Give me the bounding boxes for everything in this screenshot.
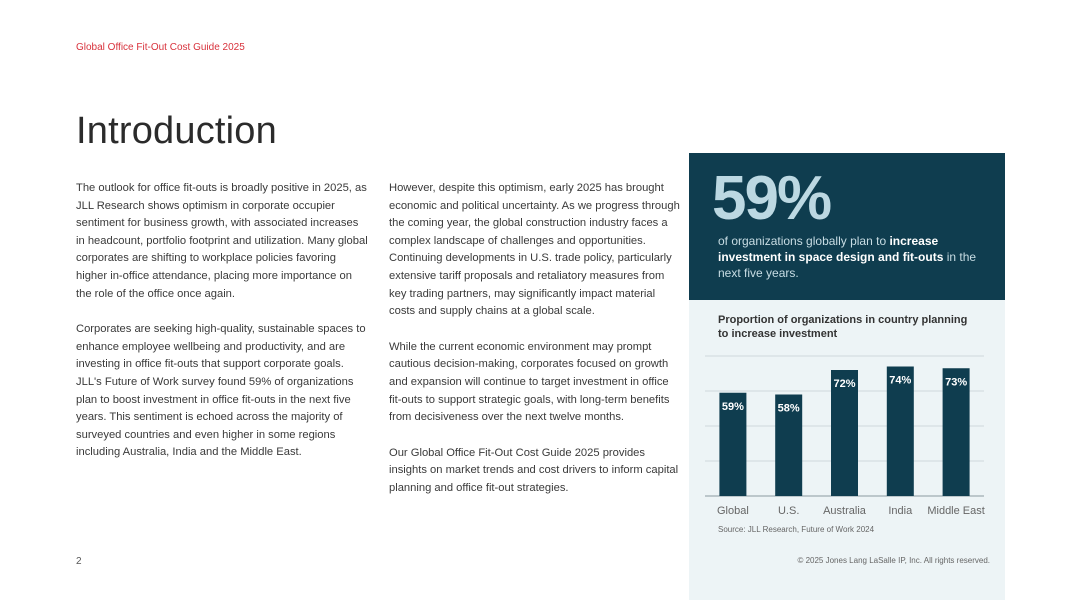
bar-value-label: 74% [889, 374, 912, 387]
stat-panel [689, 153, 1005, 600]
bar-value-label: 72% [833, 378, 856, 390]
category-label: Middle East [927, 505, 985, 517]
stat-value: 59% [712, 164, 831, 233]
page-title: Introduction [76, 110, 277, 152]
stat-description [718, 233, 978, 281]
text-column-middle [389, 180, 681, 516]
category-label: Australia [823, 505, 866, 517]
paragraph: Our Global Office Fit-Out Cost Guide 2025 provides insights on market trends and cost drivers to inform capital planning and office fit-out strategies. [389, 446, 679, 494]
category-label: Global [717, 505, 749, 517]
bar-value-label: 58% [777, 402, 800, 415]
chart-title: Proportion of organizations in country planning to increase investment [718, 314, 968, 340]
category-label: India [888, 505, 913, 517]
copyright-notice: © 2025 Jones Lang LaSalle IP, Inc. All rights reserved. [797, 556, 990, 565]
text-column-left [76, 180, 368, 480]
stat-description-bold: increase investment in space design and fit-outs [718, 234, 944, 264]
paragraph: The outlook for office fit-outs is broadly positive in 2025, as JLL Research shows optimism in corporate occupier sentiment for business growth, with associated increases in headcount, portfolio footprint and utilization. Many global corporates are shifting to workplace policies favoring higher in-office attendance, placing more importance on the role of the office once again. [76, 182, 368, 300]
paragraph: While the current economic environment may prompt cautious decision-making, corporates focused on growth and expansion will continue to target investment in office fit-outs to support strategic goals, with long-term benefits from decisiveness over the next twelve months. [389, 340, 670, 424]
bar-value-label: 59% [721, 400, 744, 413]
bar-chart [689, 348, 1005, 518]
chart-source: Source: JLL Research, Future of Work 2024 [718, 525, 875, 534]
stat-description-post: in the next five years. [718, 250, 977, 280]
paragraph: However, despite this optimism, early 2025 has brought economic and political uncertainty. As we progress through the coming year, the global construction industry faces a complex landscape of challenges and opportunities. Continuing developments in U.S. trade policy, particularly extensive tariff proposals and retaliatory measures from key trading partners, may significantly impact material costs and supply chains at a global scale. [389, 182, 680, 318]
stat-highlight [689, 153, 1005, 300]
category-label: U.S. [777, 505, 800, 517]
paragraph: Corporates are seeking high-quality, sustainable spaces to enhance employee wellbeing and productivity, and are investing in office fit-outs that support corporate goals. JLL's Future of Work survey found 59% of organizations plan to boost investment in office fit-outs in the next five years. This sentiment is echoed across the majority of surveyed countries and even higher in some regions including Australia, India and the Middle East. [76, 323, 366, 459]
document-header-title: Global Office Fit-Out Cost Guide 2025 [76, 42, 245, 53]
stat-description-pre: of organizations globally plan to [718, 234, 887, 248]
bar-value-label: 73% [945, 376, 968, 389]
page-number: 2 [76, 556, 82, 567]
